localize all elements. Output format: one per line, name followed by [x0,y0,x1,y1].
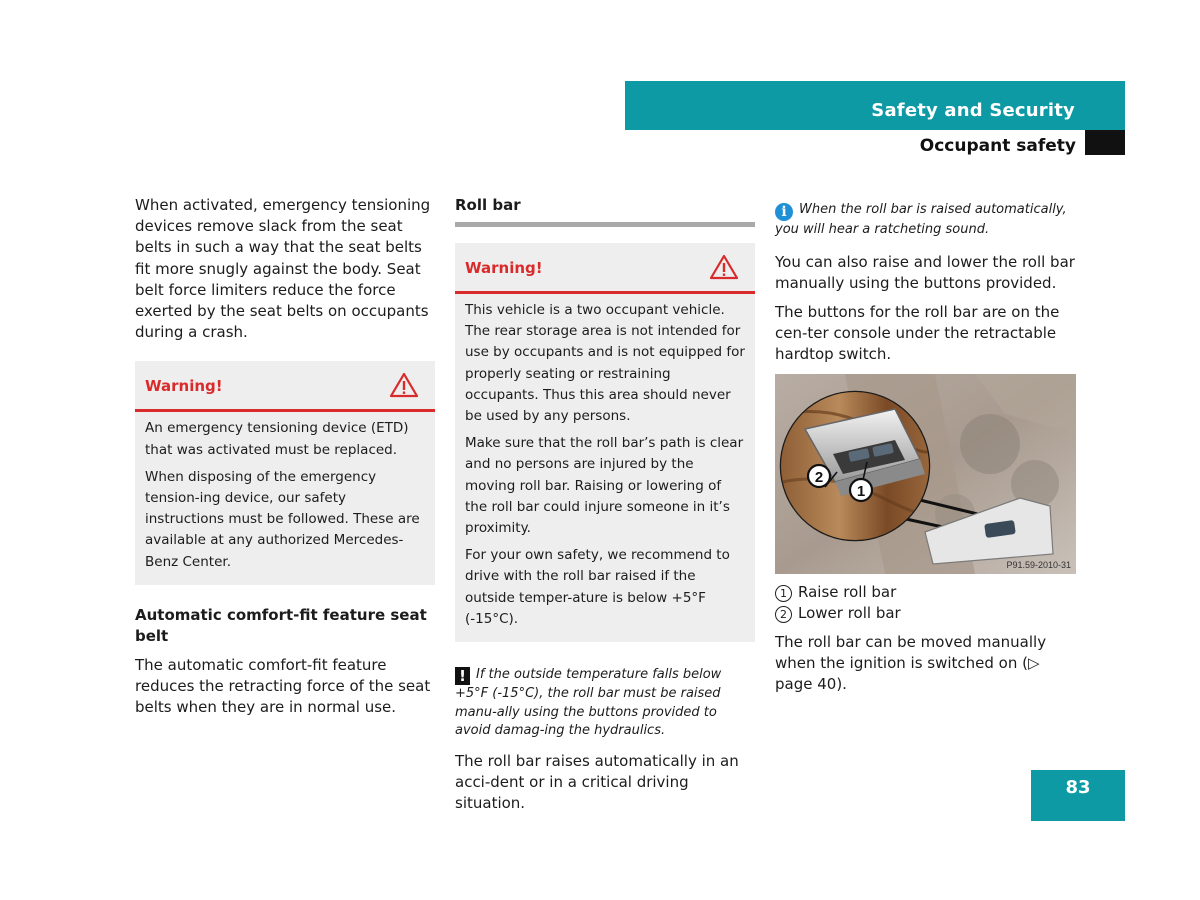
column-right [775,195,1075,704]
warning-box-etd [135,361,435,584]
manual-raise-paragraph: You can also raise and lower the roll bar manually using the buttons provided. [775,252,1075,292]
info-icon: i [775,203,793,221]
legend-item [775,582,1075,603]
heading-rule [455,222,755,227]
page-number-box [1031,770,1125,821]
info-note [775,201,1075,240]
image-code: P91.59-2010-31 [1006,559,1071,570]
caution-note [455,666,755,741]
page-number: 83 [1065,777,1091,798]
roll-bar-heading: Roll bar [455,196,521,214]
warning-triangle-icon [389,372,419,398]
roll-bar-buttons-photo [775,374,1076,574]
warning-paragraph: An emergency tensioning device (ETD) that was activated must be replaced. [145,420,409,458]
column-left [135,195,435,726]
info-text: When the roll bar is raised automatically, you will hear a ratcheting sound. [775,202,1067,237]
warning-header [135,361,435,412]
warning-label: Warning! [145,377,223,396]
section-title: Safety and Security [871,100,1075,121]
column-middle [455,195,755,822]
intro-paragraph: When activated, emergency tensioning devices remove slack from the seat belts in such a way that the seat belts fit more snugly against the body. Seat belt force limiters reduce the force exerted by the seat belts on occupants during a crash. [135,196,431,342]
comfort-fit-heading: Automatic comfort-fit feature seat belt [135,605,427,645]
ignition-paragraph: The roll bar can be moved manually when the ignition is switched on (▷ page 40). [775,633,1047,694]
comfort-fit-paragraph: The automatic comfort-fit feature reduces the retracting force of the seat belts when they are in normal use. [135,655,431,717]
legend-item [775,603,1075,624]
warning-triangle-icon [709,254,739,280]
caution-text: If the outside temperature falls below +5°F (-15°C), the roll bar must be raised manu-ally using the buttons provided to avoid damag-ing the hydraulics. [455,667,722,739]
roll-bar-auto-paragraph: The roll bar raises automatically in an acci-dent or in a critical driving situation. [455,751,739,813]
legend-number: 2 [775,606,792,623]
callout-1-label: 1 [856,482,866,500]
warning-body [455,294,755,642]
callout-2-label: 2 [814,468,824,486]
warning-paragraph: When disposing of the emergency tension-ing device, our safety instructions must be followed. These are available at any authorized Mercedes-Benz Center. [145,468,420,570]
warning-paragraph: For your own safety, we recommend to drive with the roll bar raised if the outside temper-ature is below +5°F (-15°C). [465,547,730,627]
subsection-title: Occupant safety [919,136,1076,156]
section-header-band [625,81,1125,130]
warning-paragraph: This vehicle is a two occupant vehicle. The rear storage area is not intended for use by occupants and is not equipped for properly seating or restraining occupants. Thus this area should never be used by any persons. [465,302,745,425]
warning-label: Warning! [465,259,543,277]
warning-paragraph: Make sure that the roll bar’s path is clear and no persons are injured by the moving roll bar. Raising or lowering of the roll bar could injure someone in it’s proximity. [465,435,744,537]
subsection-marker [1085,130,1125,155]
legend-number: 1 [775,585,792,602]
warning-box-roll-bar [455,243,755,642]
buttons-location-paragraph: The buttons for the roll bar are on the cen-ter console under the retractable hardtop switch. [775,303,1060,364]
legend-text: Lower roll bar [798,603,901,622]
legend-text: Raise roll bar [798,582,897,601]
exclamation-icon: ! [455,667,470,685]
callout-legend [775,582,1075,624]
warning-body [135,412,435,584]
warning-header [455,243,755,294]
